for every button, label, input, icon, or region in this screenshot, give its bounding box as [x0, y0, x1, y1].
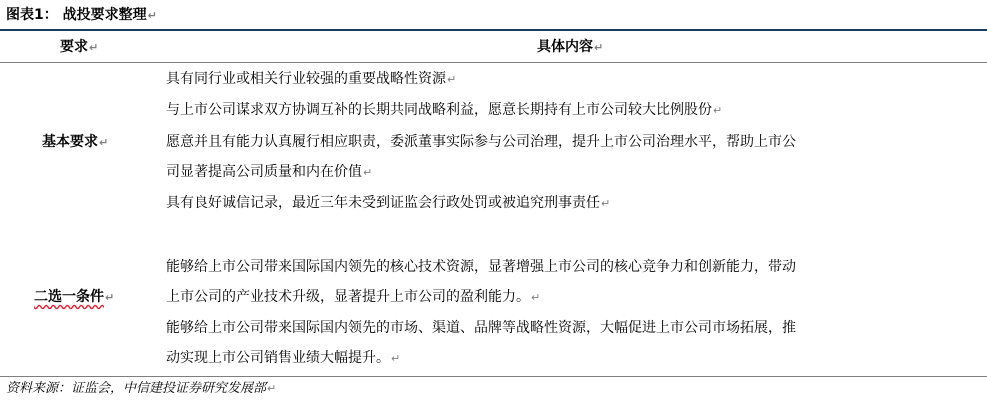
row-label-either-or: 二选一条件↵	[34, 289, 115, 305]
content-line: 能够给上市公司带来国际国内领先的核心技术资源，显著增强上市公司的核心竞争力和创新能力，带动	[166, 259, 796, 275]
content-line: 与上市公司谋求双方协调互补的长期共同战略利益，愿意长期持有上市公司较大比例股份↵	[166, 102, 723, 118]
content-line: 能够给上市公司带来国际国内领先的市场、渠道、品牌等战略性资源，大幅促进上市公司市场拓展，推	[166, 320, 796, 336]
figure-title: 图表1： 战投要求整理↵	[6, 7, 157, 23]
header-rule	[0, 62, 987, 63]
content-line: 上市公司的产业技术升级，显著提升上市公司的盈利能力。↵	[166, 289, 541, 305]
content-line: 动实现上市公司销售业绩大幅提升。↵	[166, 350, 401, 366]
source-note: 资料来源：证监会，中信建投证券研究发展部↵	[6, 381, 277, 396]
content-line: 具有良好诚信记录，最近三年未受到证监会行政处罚或被追究刑事责任↵	[166, 195, 611, 211]
content-line: 司显著提高公司质量和内在价值↵	[166, 164, 373, 180]
content-line: 愿意并且有能力认真履行相应职责，委派董事实际参与公司治理，提升上市公司治理水平，帮助上市公	[166, 134, 796, 150]
top-rule	[0, 29, 987, 31]
column-header-content: 具体内容↵	[537, 39, 604, 55]
row-label-basic: 基本要求↵	[42, 134, 109, 150]
content-line: 具有同行业或相关行业较强的重要战略性资源↵	[166, 71, 457, 87]
bottom-rule	[0, 376, 987, 377]
column-header-requirement: 要求↵	[60, 39, 99, 55]
